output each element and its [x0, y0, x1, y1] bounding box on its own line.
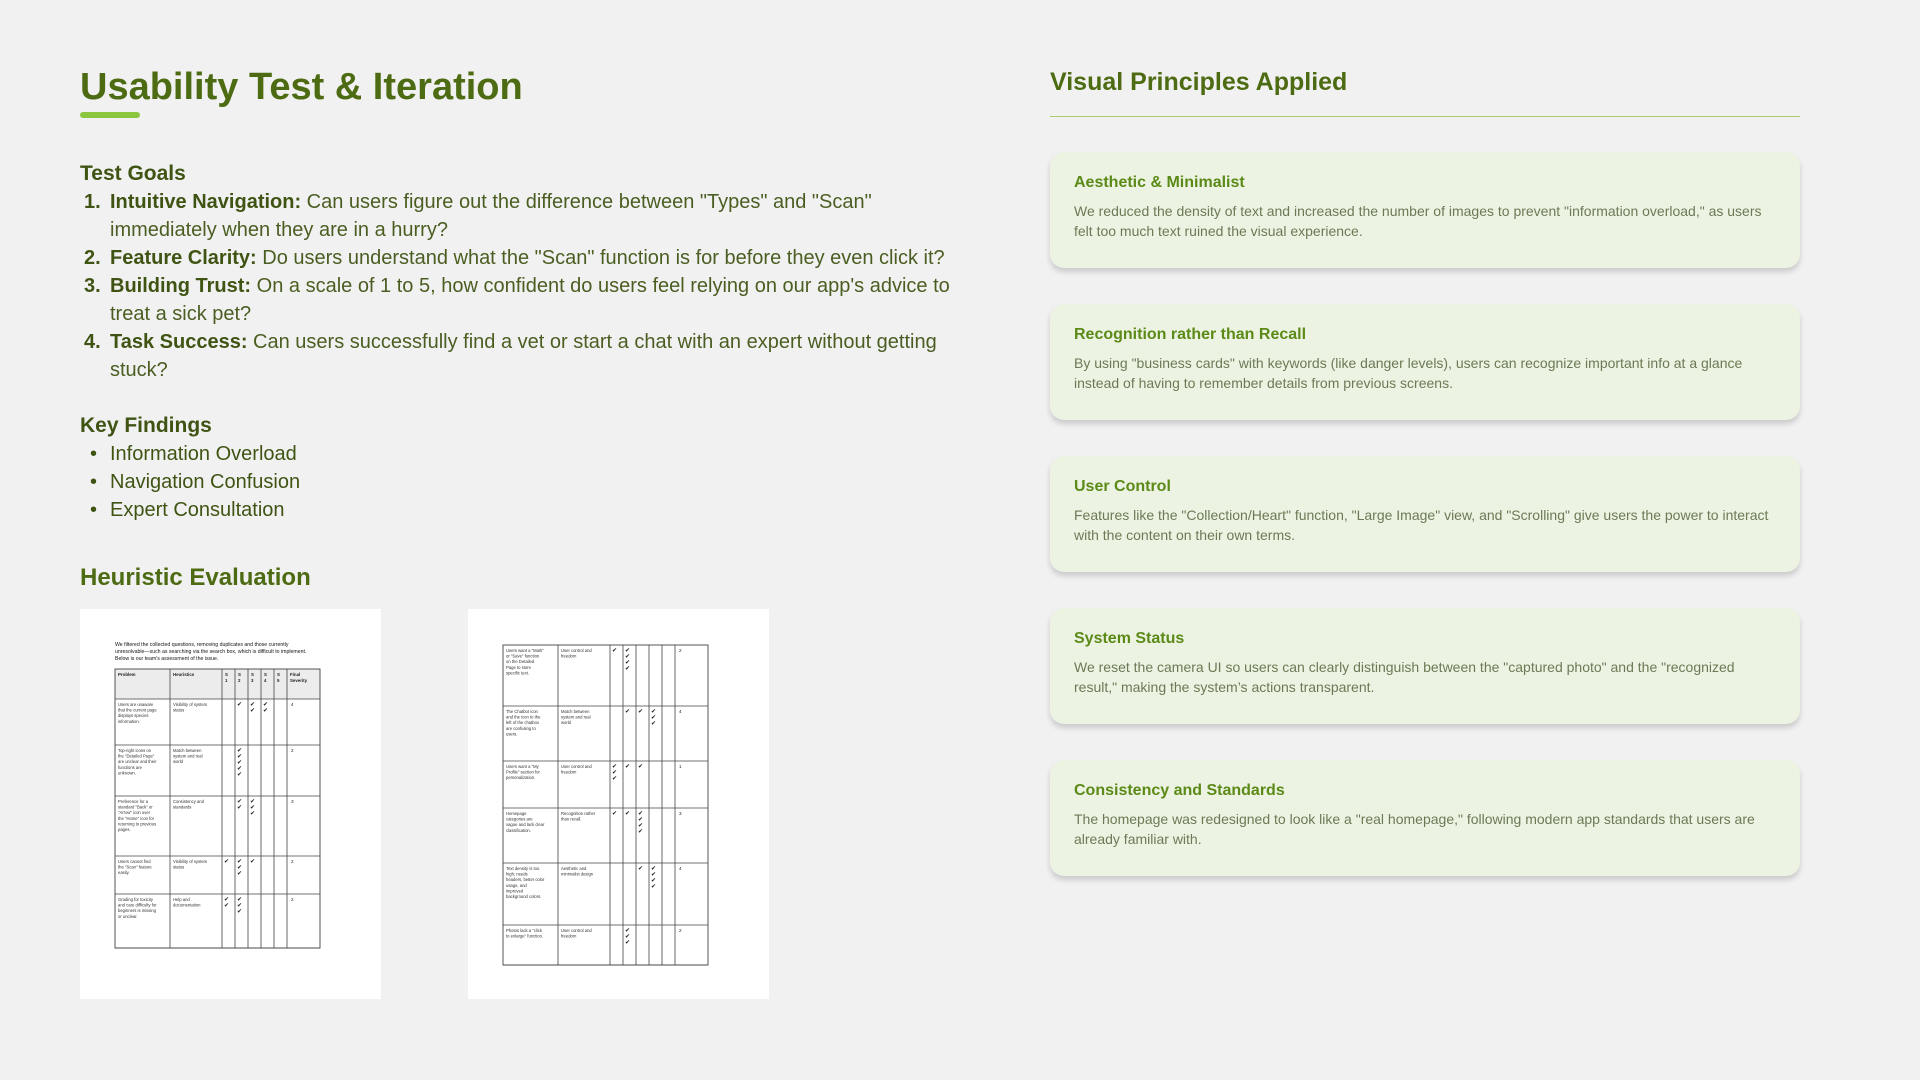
- finding-text: Expert Consultation: [110, 499, 285, 521]
- table-cell-problem: The Chatbot icon: [506, 709, 538, 714]
- table-cell-problem: information.: [118, 718, 140, 724]
- table-cell-severity: 4: [291, 702, 294, 707]
- check-mark-icon: ✔: [625, 708, 631, 715]
- check-mark-icon: ✔: [625, 653, 631, 660]
- table-cell-severity: 2: [679, 928, 682, 933]
- table-cell-severity: 3: [291, 799, 294, 804]
- table-cell-problem: the "Home" icon for: [118, 815, 155, 821]
- table-cell-severity: 2: [291, 859, 294, 864]
- principle-card-aesthetic: [1050, 152, 1800, 268]
- table-cell-heuristic: Recognition rather: [561, 811, 596, 816]
- table-cell-severity: 4: [679, 866, 682, 871]
- table-cell-problem: Grading for toxicity: [118, 897, 153, 902]
- table-cell-heuristic: freedom: [561, 933, 577, 939]
- check-mark-icon: ✔: [237, 765, 243, 772]
- table-cell-severity: 4: [679, 709, 682, 714]
- table-cell-problem: personalization.: [506, 775, 536, 781]
- check-mark-icon: ✔: [651, 708, 657, 715]
- goal-title: Feature Clarity:: [110, 247, 257, 269]
- check-mark-icon: ✔: [638, 865, 644, 872]
- table-header-cell: 2: [238, 678, 241, 683]
- goal-number: 4.: [84, 331, 101, 353]
- table-cell-heuristic: Help and: [173, 897, 190, 902]
- check-mark-icon: ✔: [625, 763, 631, 770]
- table-cell-problem: Preference for a: [118, 799, 149, 804]
- principle-description: By using "business cards" with keywords (like danger levels), users can recognize important info at a glance instead of having to remember details from previous screens.: [1074, 355, 1743, 391]
- goal-text-continued: treat a sick pet?: [110, 303, 252, 325]
- table-cell-heuristic: freedom: [561, 769, 577, 775]
- table-header-cell: S: [225, 672, 228, 677]
- check-mark-icon: ✔: [224, 858, 230, 865]
- check-mark-icon: ✔: [651, 883, 657, 890]
- check-mark-icon: ✔: [612, 810, 618, 817]
- table-cell-problem: Page to store: [506, 664, 531, 670]
- table-header-cell: Final: [290, 672, 301, 677]
- table-cell-problem: returning to previous: [118, 821, 157, 827]
- goal-number: 2.: [84, 247, 101, 269]
- table-cell-problem: "Arrow" icon over: [118, 810, 151, 816]
- principle-description: We reduced the density of text and increased the number of images to prevent "information overload," as users felt too much text ruined the visual experience.: [1074, 203, 1762, 239]
- check-mark-icon: ✔: [651, 714, 657, 721]
- test-goals-list: [80, 188, 1010, 384]
- check-mark-icon: ✔: [651, 865, 657, 872]
- check-mark-icon: ✔: [224, 896, 230, 903]
- table-cell-heuristic: freedom: [561, 653, 577, 659]
- table-cell-problem: Top-right icons on: [118, 748, 152, 753]
- table-cell-problem: and care difficulty for: [118, 902, 157, 908]
- page-title: Usability Test & Iteration: [80, 66, 523, 108]
- finding-text: Information Overload: [110, 443, 297, 465]
- title-underline: [80, 112, 140, 118]
- table-cell-heuristic: documentation: [173, 902, 201, 908]
- table-cell-heuristic: standards: [173, 804, 192, 810]
- table-cell-problem: Users cannot find: [118, 859, 151, 864]
- table-cell-problem: are confusing to: [506, 725, 536, 731]
- check-mark-icon: ✔: [237, 759, 243, 766]
- table-header-cell: 4: [264, 678, 267, 683]
- doc-intro-text: unresolvable—such as searching via the search box, which is difficult to implement.: [115, 649, 307, 655]
- table-header-cell: S: [264, 672, 267, 677]
- check-mark-icon: ✔: [638, 708, 644, 715]
- goal-text-continued: immediately when they are in a hurry?: [110, 219, 448, 241]
- check-mark-icon: ✔: [625, 927, 631, 934]
- table-header-cell: S: [251, 672, 254, 677]
- table-cell-problem: usage, and: [506, 882, 527, 888]
- table-header-cell: 5: [277, 678, 280, 683]
- table-cell-problem: background colors.: [506, 894, 542, 899]
- check-mark-icon: ✔: [237, 798, 243, 805]
- principle-title: System Status: [1074, 630, 1185, 647]
- check-mark-icon: ✔: [625, 939, 631, 946]
- check-mark-icon: ✔: [237, 864, 243, 871]
- table-cell-heuristic: User control and: [561, 928, 592, 933]
- check-mark-icon: ✔: [625, 647, 631, 654]
- heading-divider: [1050, 116, 1800, 117]
- table-cell-problem: on the Detailed: [506, 659, 535, 665]
- table-cell-problem: Text density is too: [506, 866, 540, 871]
- goal-text: On a scale of 1 to 5, how confident do users feel relying on our app's advice to: [251, 275, 950, 297]
- check-mark-icon: ✔: [638, 763, 644, 770]
- table-cell-problem: Users are unaware: [118, 702, 154, 707]
- table-cell-problem: or "Save" function: [506, 653, 540, 659]
- goal-item: [80, 244, 1010, 272]
- table-cell-heuristic: system and real: [561, 714, 591, 720]
- check-mark-icon: ✔: [237, 902, 243, 909]
- check-mark-icon: ✔: [612, 647, 618, 654]
- finding-text: Navigation Confusion: [110, 471, 301, 493]
- check-mark-icon: ✔: [224, 902, 230, 909]
- check-mark-icon: ✔: [250, 707, 256, 714]
- heuristic-table-2: [468, 609, 769, 999]
- table-cell-problem: headers, better color: [506, 877, 545, 883]
- check-mark-icon: ✔: [638, 822, 644, 829]
- principle-description: The homepage was redesigned to look like a "real homepage," following modern app standards that users are already familiar with.: [1074, 811, 1755, 847]
- principle-description: We reset the camera UI so users can clearly distinguish between the "captured photo" and the "recognized result," making the system’s actions transparent.: [1074, 659, 1735, 695]
- table-cell-heuristic: Match between: [561, 709, 590, 714]
- principle-card-user-control: [1050, 456, 1800, 572]
- finding-item: [80, 440, 300, 468]
- goal-text: Can users successfully find a vet or start a chat with an expert without getting: [247, 331, 937, 353]
- table-cell-problem: unknown.: [118, 770, 136, 776]
- table-cell-problem: the "Detailed Page": [118, 753, 155, 759]
- table-cell-problem: high; needs: [506, 871, 528, 877]
- check-mark-icon: ✔: [625, 665, 631, 672]
- principle-card-system-status: [1050, 608, 1800, 724]
- table-cell-problem: vague and lack clear: [506, 822, 545, 828]
- table-cell-problem: standard "Back" or: [118, 804, 153, 810]
- goal-title: Task Success:: [110, 331, 248, 353]
- table-cell-problem: users.: [506, 731, 518, 737]
- table-cell-severity: 1: [679, 764, 682, 769]
- check-mark-icon: ✔: [638, 816, 644, 823]
- table-cell-problem: are unclear and their: [118, 759, 157, 765]
- table-cell-severity: 2: [291, 897, 294, 902]
- table-cell-problem: pages.: [118, 827, 131, 832]
- heuristic-doc-page-2: [468, 609, 769, 999]
- check-mark-icon: ✔: [237, 747, 243, 754]
- table-cell-problem: Homepage: [506, 811, 527, 816]
- table-cell-problem: to enlarge" function.: [506, 933, 544, 939]
- table-header-cell: S: [277, 672, 280, 677]
- goal-text: Can users figure out the difference between "Types" and "Scan": [301, 191, 872, 213]
- goal-number: 3.: [84, 275, 101, 297]
- doc-intro-text: Below is our team's assessment of the issue.: [115, 656, 219, 662]
- bullet-icon: •: [90, 499, 98, 521]
- table-cell-problem: left of the chatbox: [506, 720, 540, 726]
- table-cell-heuristic: Aesthetic and: [561, 866, 587, 871]
- check-mark-icon: ✔: [250, 804, 256, 811]
- table-cell-heuristic: minimalist design: [561, 871, 594, 877]
- check-mark-icon: ✔: [237, 858, 243, 865]
- goal-item: [80, 188, 1010, 244]
- check-mark-icon: ✔: [638, 810, 644, 817]
- table-cell-heuristic: status: [173, 707, 185, 713]
- table-cell-problem: specific text.: [506, 670, 530, 676]
- table-cell-problem: Users want a "Mark": [506, 648, 544, 653]
- table-cell-problem: Users want a "My: [506, 764, 539, 769]
- table-cell-problem: Photos lack a "click: [506, 928, 542, 933]
- table-cell-problem: classification.: [506, 827, 531, 833]
- check-mark-icon: ✔: [612, 763, 618, 770]
- table-cell-heuristic: Match between: [173, 748, 202, 753]
- table-cell-heuristic: User control and: [561, 648, 592, 653]
- table-header-cell: 1: [225, 678, 228, 683]
- table-cell-heuristic: status: [173, 864, 185, 870]
- goal-text-continued: stuck?: [110, 359, 168, 381]
- check-mark-icon: ✔: [237, 896, 243, 903]
- check-mark-icon: ✔: [237, 804, 243, 811]
- table-cell-problem: and the icon to the: [506, 714, 541, 720]
- table-cell-heuristic: Consistency and: [173, 799, 204, 804]
- check-mark-icon: ✔: [612, 775, 618, 782]
- principle-card-consistency: [1050, 760, 1800, 876]
- visual-principles-heading: Visual Principles Applied: [1050, 68, 1348, 96]
- table-cell-problem: or unclear.: [118, 913, 138, 919]
- table-cell-problem: easily.: [118, 870, 130, 876]
- check-mark-icon: ✔: [250, 858, 256, 865]
- principle-card-recognition: [1050, 304, 1800, 420]
- table-cell-problem: functions are: [118, 764, 142, 770]
- table-cell-heuristic: than recall.: [561, 816, 582, 822]
- check-mark-icon: ✔: [625, 659, 631, 666]
- principle-title: Aesthetic & Minimalist: [1074, 174, 1245, 191]
- key-findings-heading: Key Findings: [80, 414, 212, 437]
- table-cell-severity: 3: [679, 811, 682, 816]
- table-header-cell: Severity: [290, 678, 308, 683]
- goal-number: 1.: [84, 191, 101, 213]
- table-header-cell: Heuristics: [173, 672, 195, 677]
- principle-title: Consistency and Standards: [1074, 782, 1285, 799]
- principle-title: Recognition rather than Recall: [1074, 326, 1307, 343]
- finding-item: [80, 468, 300, 496]
- table-cell-problem: beginners is missing: [118, 908, 156, 914]
- check-mark-icon: ✔: [638, 828, 644, 835]
- table-cell-problem: the "Scan" feature: [118, 864, 152, 870]
- check-mark-icon: ✔: [625, 810, 631, 817]
- goal-item: [80, 328, 1010, 384]
- check-mark-icon: ✔: [250, 810, 256, 817]
- goal-title: Building Trust:: [110, 275, 252, 297]
- key-findings-list: [80, 440, 300, 524]
- heuristic-evaluation-heading: Heuristic Evaluation: [80, 564, 311, 591]
- finding-item: [80, 496, 300, 524]
- table-cell-problem: improved: [506, 888, 524, 894]
- doc-intro-text: We filtered the collected questions, removing duplicates and those currently: [115, 642, 289, 648]
- table-cell-severity: 2: [679, 648, 682, 653]
- goal-title: Intuitive Navigation:: [110, 191, 302, 213]
- principle-title: User Control: [1074, 478, 1171, 495]
- check-mark-icon: ✔: [263, 707, 269, 714]
- bullet-icon: •: [90, 443, 98, 465]
- check-mark-icon: ✔: [651, 871, 657, 878]
- check-mark-icon: ✔: [237, 771, 243, 778]
- bullet-icon: •: [90, 471, 98, 493]
- table-cell-problem: displays species: [118, 713, 149, 719]
- check-mark-icon: ✔: [263, 701, 269, 708]
- check-mark-icon: ✔: [250, 701, 256, 708]
- table-cell-heuristic: Visibility of system: [173, 702, 208, 707]
- table-cell-heuristic: Visibility of system: [173, 859, 208, 864]
- check-mark-icon: ✔: [237, 870, 243, 877]
- principle-description: Features like the "Collection/Heart" function, "Large Image" view, and "Scrolling" give users the power to interact with the content on their own terms.: [1074, 507, 1769, 543]
- table-cell-problem: Profile" section for: [506, 769, 540, 775]
- table-header-cell: S: [238, 672, 241, 677]
- table-cell-heuristic: world: [173, 759, 184, 765]
- table-cell-problem: categories are: [506, 816, 533, 822]
- table-cell-heuristic: system and real: [173, 753, 203, 759]
- table-cell-problem: that the current page: [118, 707, 157, 713]
- check-mark-icon: ✔: [237, 908, 243, 915]
- test-goals-heading: Test Goals: [80, 162, 186, 185]
- goal-item: [80, 272, 1010, 328]
- check-mark-icon: ✔: [625, 933, 631, 940]
- check-mark-icon: ✔: [237, 753, 243, 760]
- table-border: [503, 645, 708, 965]
- check-mark-icon: ✔: [612, 769, 618, 776]
- table-cell-heuristic: world: [561, 720, 572, 726]
- check-mark-icon: ✔: [651, 877, 657, 884]
- heuristic-doc-page-1: [80, 609, 381, 999]
- goal-text: Do users understand what the "Scan" function is for before they even click it?: [256, 247, 945, 269]
- check-mark-icon: ✔: [651, 720, 657, 727]
- heuristic-table-1: [80, 609, 381, 999]
- check-mark-icon: ✔: [237, 701, 243, 708]
- table-cell-severity: 2: [291, 748, 294, 753]
- table-header-cell: 3: [251, 678, 254, 683]
- check-mark-icon: ✔: [250, 798, 256, 805]
- table-header-cell: Problem: [118, 672, 136, 677]
- table-cell-heuristic: User control and: [561, 764, 592, 769]
